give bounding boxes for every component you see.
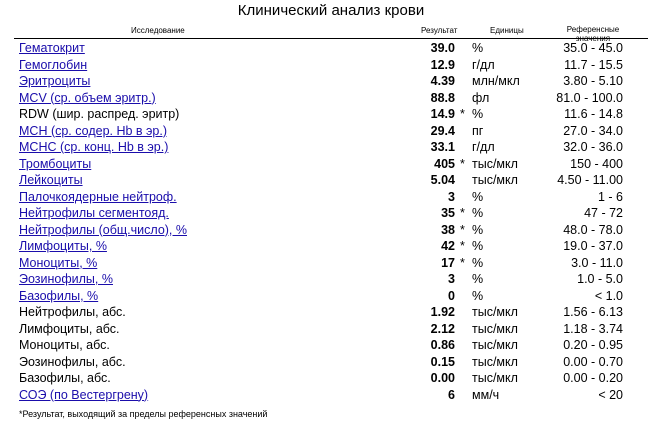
table-row (0, 321, 662, 338)
reference-range: 0.00 - 0.20 (563, 371, 623, 385)
result-value: 405 (434, 156, 455, 171)
reference-range: 0.20 - 0.95 (563, 338, 623, 352)
reference-range: 1.0 - 5.0 (577, 272, 623, 286)
unit: тыс/мкл (472, 156, 518, 171)
result-value: 0.15 (430, 354, 455, 369)
unit: % (472, 206, 484, 220)
unit: млн/мкл (472, 74, 520, 88)
column-header-reference-line1: Референсные (566, 25, 620, 34)
test-name[interactable]: Лейкоциты (19, 173, 83, 187)
result-value: 14.9 (430, 107, 455, 121)
table-row (0, 255, 662, 272)
table-row (0, 189, 662, 206)
reference-range: 4.50 - 11.00 (557, 173, 623, 187)
result-value: 0.86 (430, 338, 455, 352)
unit: тыс/мкл (472, 338, 518, 352)
table-row (0, 57, 662, 74)
table-row (0, 271, 662, 288)
result-value: 1.92 (430, 305, 455, 319)
unit: % (472, 189, 484, 204)
reference-range: 47 - 72 (584, 206, 623, 220)
reference-range: 0.00 - 0.70 (563, 354, 623, 369)
result-value: 0 (448, 288, 455, 303)
table-row (0, 337, 662, 354)
result-value: 3 (448, 189, 455, 204)
table-row (0, 40, 662, 57)
test-name: Эозинофилы, абс. (19, 354, 126, 369)
column-header-units: Единицы (490, 26, 524, 35)
test-name[interactable]: Тромбоциты (19, 156, 92, 171)
table-row (0, 73, 662, 90)
result-value: 29.4 (430, 123, 455, 138)
table-row (0, 222, 662, 239)
result-value: 88.8 (430, 90, 455, 105)
table-row (0, 354, 662, 371)
table-row (0, 387, 662, 404)
test-name: Моноциты, абс. (19, 338, 110, 352)
reference-range: 32.0 - 36.0 (563, 140, 623, 154)
unit: % (472, 272, 484, 286)
reference-range: 3.80 - 5.10 (563, 74, 623, 88)
result-value: 0.00 (430, 371, 455, 385)
table-row (0, 106, 662, 123)
result-value: 38 (441, 222, 455, 237)
reference-range: 1.56 - 6.13 (563, 305, 623, 319)
test-name: Нейтрофилы, абс. (19, 305, 126, 319)
unit: мм/ч (472, 387, 500, 402)
out-of-range-flag: * (460, 222, 465, 237)
reference-range: 81.0 - 100.0 (556, 90, 623, 105)
unit: тыс/мкл (472, 354, 518, 369)
table-row (0, 205, 662, 222)
table-row (0, 304, 662, 321)
table-row (0, 172, 662, 189)
unit: % (472, 288, 484, 303)
test-name[interactable]: Эозинофилы, % (19, 272, 113, 286)
reference-range: 11.6 - 14.8 (564, 107, 623, 121)
reference-range: 48.0 - 78.0 (563, 222, 623, 237)
test-name[interactable]: СОЭ (по Вестергрену) (19, 387, 149, 402)
result-value: 5.04 (430, 173, 455, 187)
footnote: *Результат, выходящий за пределы референсных значений (19, 409, 268, 419)
unit: фл (472, 90, 490, 105)
reference-range: 1 - 6 (597, 189, 623, 204)
table-row (0, 139, 662, 156)
unit: тыс/мкл (472, 305, 518, 319)
reference-range: 27.0 - 34.0 (563, 123, 623, 138)
result-value: 12.9 (430, 57, 455, 72)
result-value: 3 (448, 272, 455, 286)
reference-range: 35.0 - 45.0 (563, 41, 623, 55)
test-name: Лимфоциты, абс. (19, 321, 120, 336)
result-value: 33.1 (430, 140, 455, 154)
result-value: 35 (441, 206, 455, 220)
test-name[interactable]: Моноциты, % (19, 255, 98, 270)
reference-range: < 1.0 (594, 288, 623, 303)
table-row (0, 123, 662, 140)
result-value: 17 (441, 255, 455, 270)
reference-range: 1.18 - 3.74 (563, 321, 623, 336)
unit: % (472, 41, 484, 55)
result-value: 39.0 (430, 41, 455, 55)
test-name[interactable]: MCH (ср. содер. Hb в эр.) (19, 123, 167, 138)
result-value: 2.12 (430, 321, 455, 336)
unit: тыс/мкл (472, 173, 518, 187)
unit: тыс/мкл (472, 321, 518, 336)
result-value: 6 (448, 387, 455, 402)
test-name[interactable]: Гемоглобин (19, 57, 88, 72)
reference-range: 19.0 - 37.0 (563, 239, 623, 253)
result-value: 4.39 (430, 74, 455, 88)
unit: г/дл (472, 57, 495, 72)
out-of-range-flag: * (460, 107, 465, 121)
test-name[interactable]: Нейтрофилы сегментояд. (19, 206, 169, 220)
header-divider (14, 38, 648, 39)
test-name[interactable]: MCV (ср. объем эритр.) (19, 90, 156, 105)
out-of-range-flag: * (460, 239, 465, 253)
test-name: RDW (шир. распред. эритр) (19, 107, 180, 121)
table-row (0, 90, 662, 107)
out-of-range-flag: * (460, 156, 465, 171)
unit: г/дл (472, 140, 495, 154)
result-value: 42 (441, 239, 455, 253)
column-header-reference-line2: значения (575, 34, 611, 43)
column-header-test: Исследование (131, 26, 185, 35)
reference-range: 3.0 - 11.0 (571, 255, 623, 270)
table-row (0, 288, 662, 305)
out-of-range-flag: * (460, 206, 465, 220)
results-table (0, 40, 662, 403)
reference-range: < 20 (598, 387, 623, 402)
unit: пг (472, 123, 484, 138)
unit: тыс/мкл (472, 371, 518, 385)
test-name[interactable]: MCHC (ср. конц. Hb в эр.) (19, 140, 169, 154)
reference-range: 150 - 400 (570, 156, 623, 171)
table-row (0, 370, 662, 387)
unit: % (472, 222, 484, 237)
table-row (0, 238, 662, 255)
test-name[interactable]: Нейтрофилы (общ.число), % (19, 222, 187, 237)
test-name[interactable]: Лимфоциты, % (19, 239, 107, 253)
unit: % (472, 239, 484, 253)
unit: % (472, 255, 484, 270)
column-header-result: Результат (421, 26, 458, 35)
out-of-range-flag: * (460, 255, 465, 270)
test-name[interactable]: Гематокрит (19, 41, 85, 55)
test-name[interactable]: Базофилы, % (19, 288, 99, 303)
test-name: Базофилы, абс. (19, 371, 111, 385)
unit: % (472, 107, 484, 121)
test-name[interactable]: Эритроциты (19, 74, 91, 88)
reference-range: 11.7 - 15.5 (564, 57, 623, 72)
test-name[interactable]: Палочкоядерные нейтроф. (19, 189, 177, 204)
page-title: Клинический анализ крови (237, 2, 425, 19)
table-row (0, 156, 662, 173)
